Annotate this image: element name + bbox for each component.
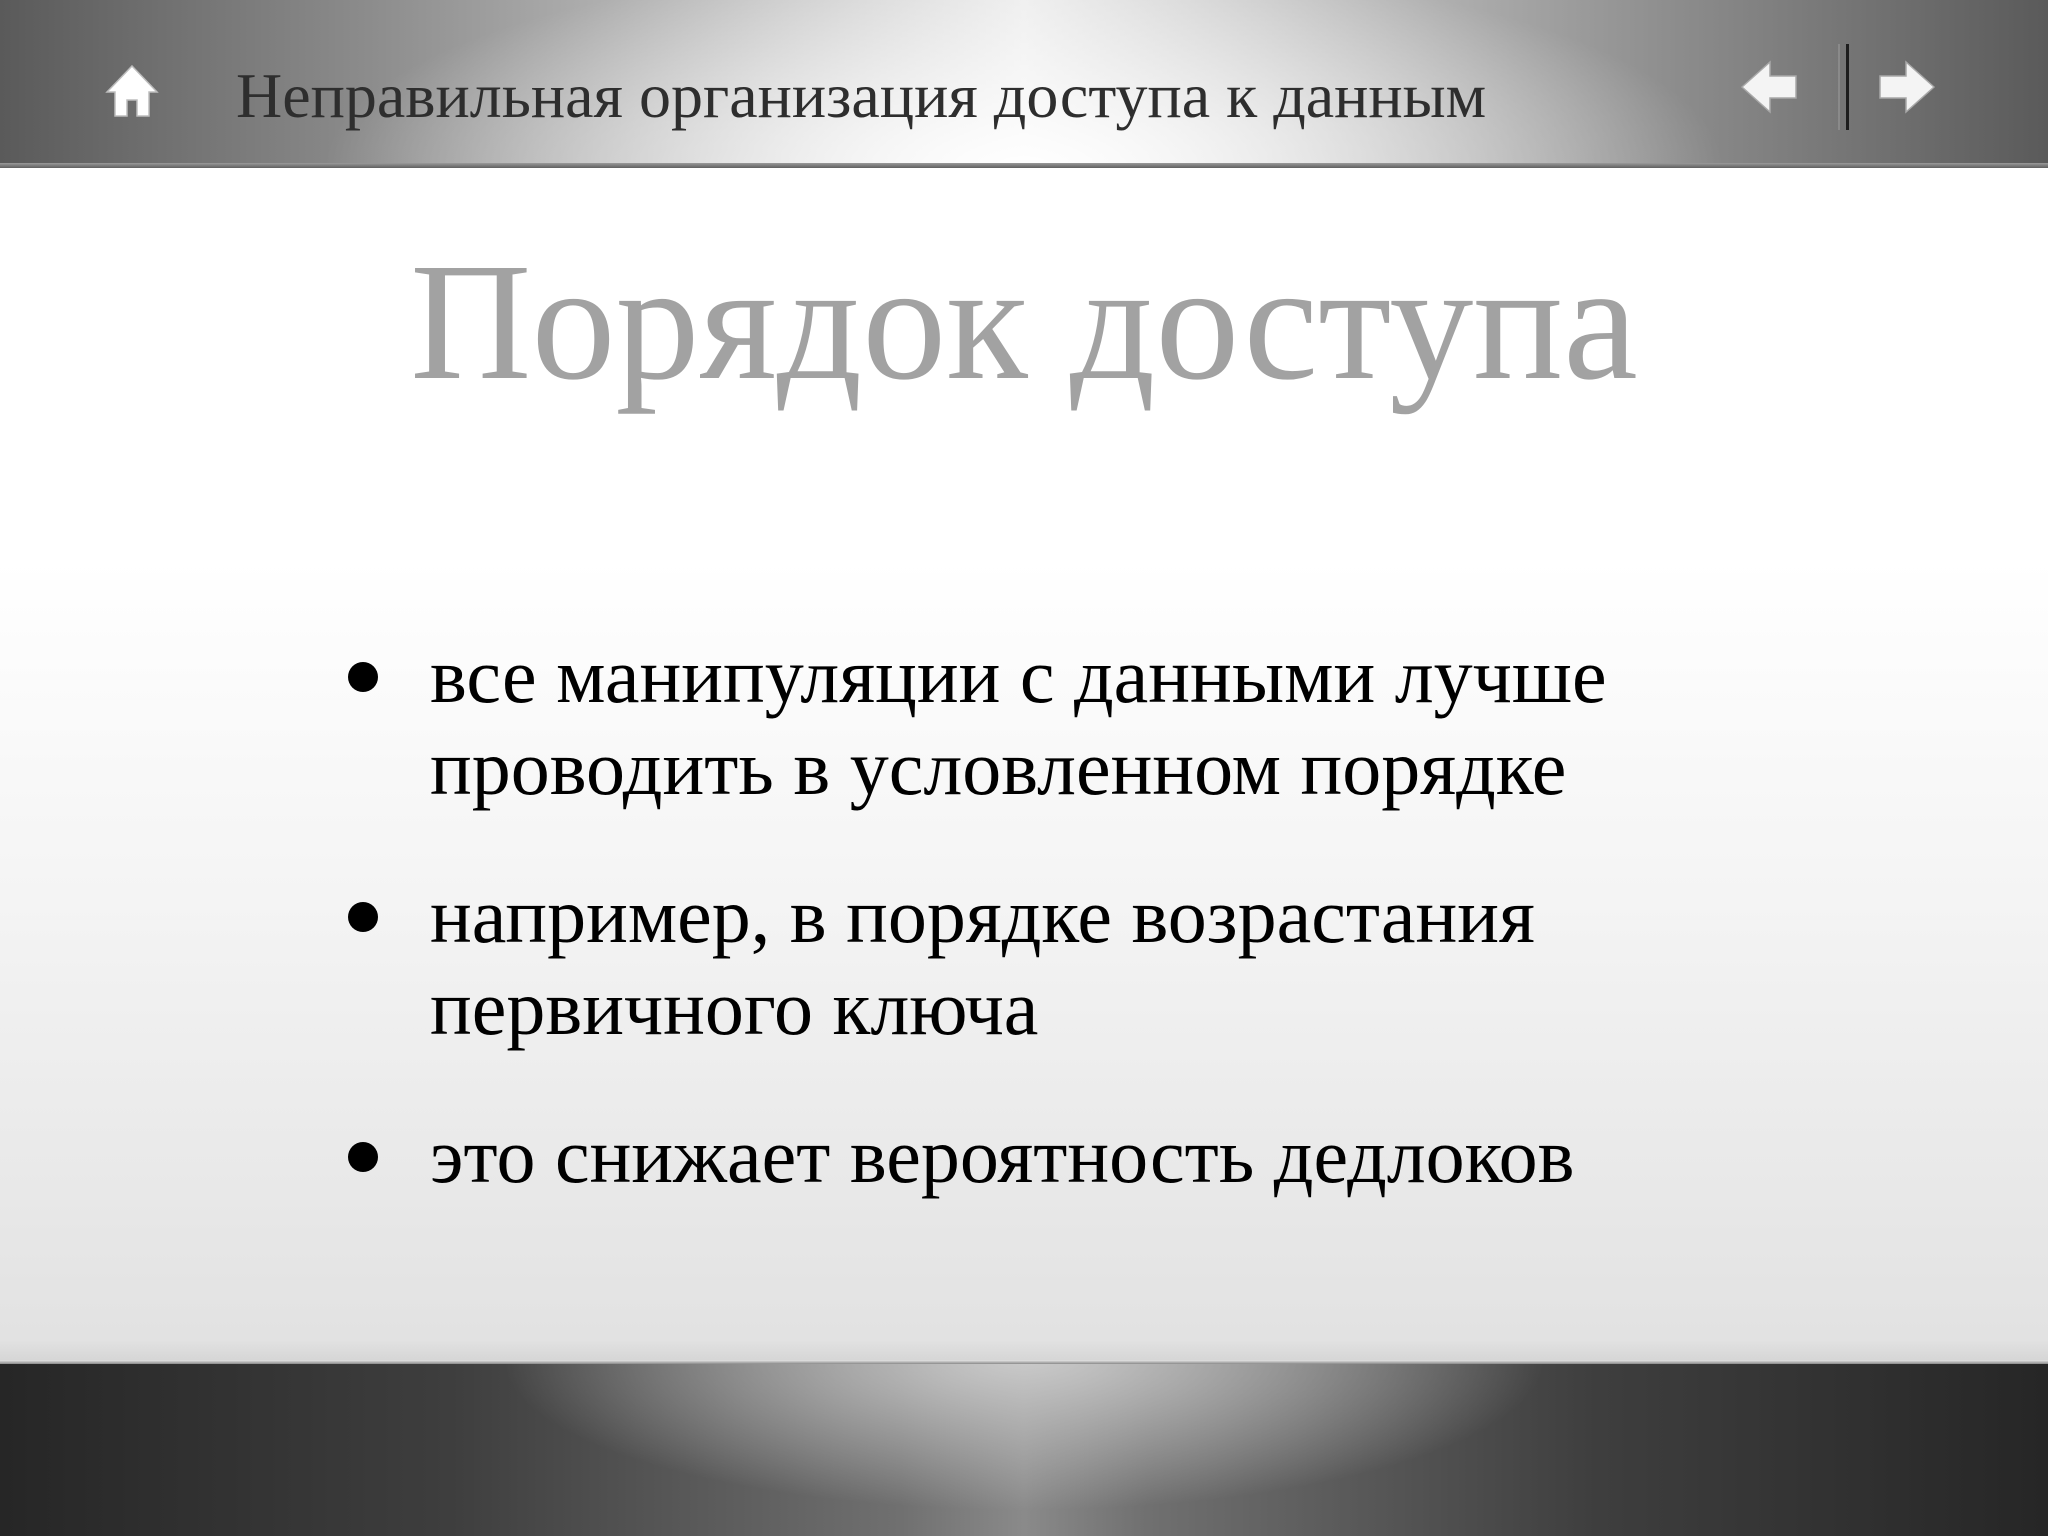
bullet-dot-icon [348, 902, 378, 932]
previous-slide-button[interactable] [1740, 60, 1798, 114]
bullet-dot-icon [348, 1142, 378, 1172]
bullet-item [340, 870, 1760, 1054]
arrow-left-icon [1740, 60, 1798, 114]
nav-divider [1838, 44, 1850, 130]
home-button[interactable] [104, 62, 160, 118]
bullet-item [340, 630, 1760, 814]
arrow-right-icon [1878, 60, 1936, 114]
bullet-dot-icon [348, 662, 378, 692]
footer-bar [0, 1360, 2048, 1536]
bullet-list [340, 630, 1760, 1202]
home-icon [104, 62, 160, 118]
header-title: Неправильная организация доступа к данным [236, 60, 1487, 131]
bullet-text: например, в порядке возрастания первичного ключа [430, 872, 1535, 1051]
slide-heading: Порядок доступа [410, 229, 1638, 415]
bullet-text: это снижает вероятность дедлоков [430, 1112, 1575, 1199]
bullet-text: все манипуляции с данными лучше проводить в условленном порядке [430, 632, 1607, 811]
bullet-item [340, 1110, 1760, 1202]
next-slide-button[interactable] [1878, 60, 1936, 114]
header-bar [0, 0, 2048, 168]
